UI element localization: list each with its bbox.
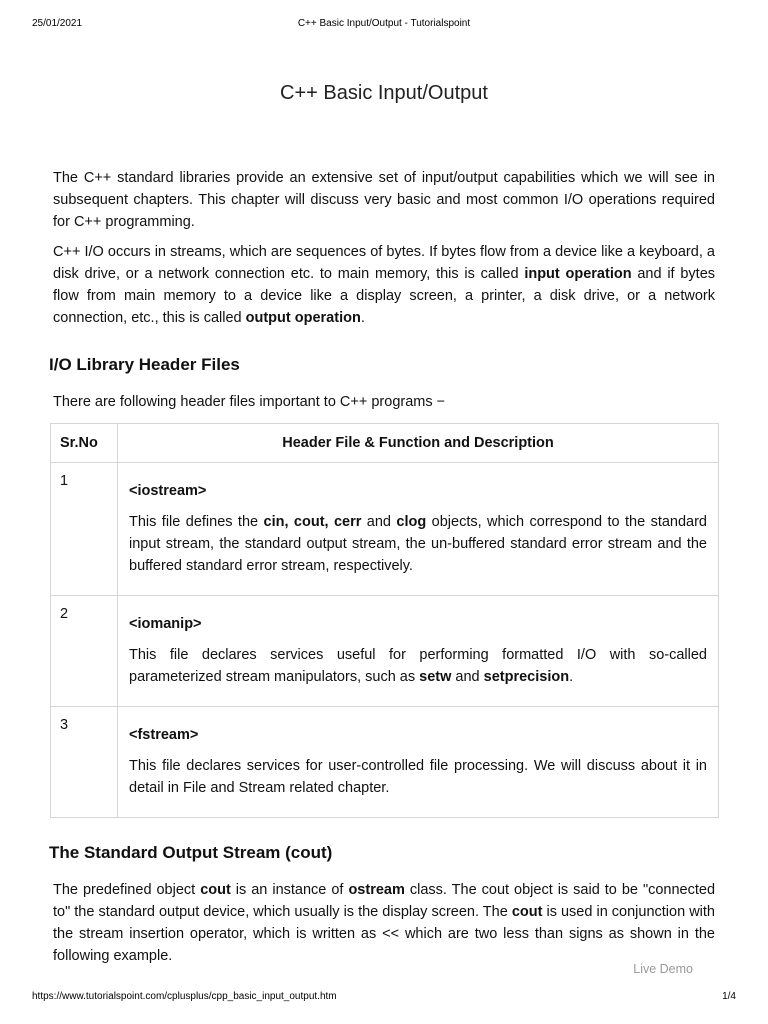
text-run: This file defines the xyxy=(129,514,264,530)
header-file-name: <fstream> xyxy=(129,727,199,743)
header-files-table xyxy=(50,423,719,818)
bold-text: setprecision xyxy=(483,669,570,685)
text-run: is an instance of xyxy=(230,882,349,898)
text-run: and if bytes flow from main memory to a device like a display screen, a printer, a disk drive, or a network connection, etc., this is called xyxy=(53,266,716,326)
row-description xyxy=(118,463,719,596)
section-heading-cout: The Standard Output Stream (cout) xyxy=(49,843,333,862)
table-row xyxy=(51,596,719,707)
bold-text: setw xyxy=(419,669,452,685)
text-run: C++ I/O occurs in streams, which are sequences of bytes. If bytes flow from a device like a keyboard, a disk drive, or a network connection etc. to main memory, this is called xyxy=(53,244,715,282)
text-run: and xyxy=(361,514,397,530)
bold-text: cin, cout, cerr xyxy=(263,514,362,530)
row-description xyxy=(118,596,719,707)
print-date: 25/01/2021 xyxy=(32,18,83,29)
table-row xyxy=(51,707,719,818)
table-row xyxy=(51,463,719,596)
text-run: This file declares services useful for performing formatted I/O with so-called parameterized stream manipulators, such as xyxy=(129,647,707,685)
header-file-name: <iomanip> xyxy=(129,616,202,632)
intro-paragraph-1: The C++ standard libraries provide an extensive set of input/output capabilities which we will see in subsequent chapters. This chapter will discuss very basic and most common I/O operations required for C++ programming. xyxy=(53,170,715,230)
text-run: objects, which correspond to the standard input stream, the standard output stream, the un-buffered standard error stream and the buffered standard error stream, respectively. xyxy=(129,514,707,574)
bold-output-operation: output operation xyxy=(245,310,361,326)
text-run: and xyxy=(451,669,484,685)
print-doc-title: C++ Basic Input/Output - Tutorialspoint xyxy=(297,18,471,29)
bold-text: clog xyxy=(396,514,427,530)
header-file-name: <iostream> xyxy=(129,483,207,499)
bold-ostream: ostream xyxy=(348,882,405,898)
text-run: class. The cout object is said to be "connected to" the standard output device, which usually is the display screen. The xyxy=(53,882,716,920)
table-header-row xyxy=(51,424,719,463)
header-file-description xyxy=(129,511,707,577)
row-number: 3 xyxy=(51,707,118,818)
intro-paragraph-2 xyxy=(53,241,715,329)
header-file-description: This file declares services for user-controlled file processing. We will discuss about it in detail in File and Stream related chapter. xyxy=(129,758,707,796)
row-number: 1 xyxy=(51,463,118,596)
header-files-lead: There are following header files important to C++ programs − xyxy=(53,394,446,410)
bold-input-operation: input operation xyxy=(524,266,632,282)
header-file-description xyxy=(129,644,707,688)
text-run: is used in conjunction with the stream insertion operator, which is written as << which are two less than signs as shown in the following example. xyxy=(53,904,715,964)
print-footer xyxy=(32,991,736,1002)
live-demo-link[interactable]: Live Demo xyxy=(633,962,693,976)
column-header-description: Header File & Function and Description xyxy=(118,424,719,463)
article-content xyxy=(49,167,716,975)
text-run: The predefined object xyxy=(53,882,201,898)
bold-cout: cout xyxy=(511,904,543,920)
text-run: . xyxy=(569,669,574,685)
row-description xyxy=(118,707,719,818)
text-run: . xyxy=(360,310,365,326)
cout-paragraph xyxy=(53,879,715,967)
page-title: C++ Basic Input/Output xyxy=(280,82,488,104)
print-page-number: 1/4 xyxy=(722,991,736,1002)
section-heading-header-files: I/O Library Header Files xyxy=(49,355,240,374)
print-header xyxy=(32,18,736,29)
column-header-srno: Sr.No xyxy=(51,424,118,463)
row-number: 2 xyxy=(51,596,118,707)
print-url: https://www.tutorialspoint.com/cplusplus/cpp_basic_input_output.htm xyxy=(32,991,337,1002)
bold-cout: cout xyxy=(200,882,231,898)
